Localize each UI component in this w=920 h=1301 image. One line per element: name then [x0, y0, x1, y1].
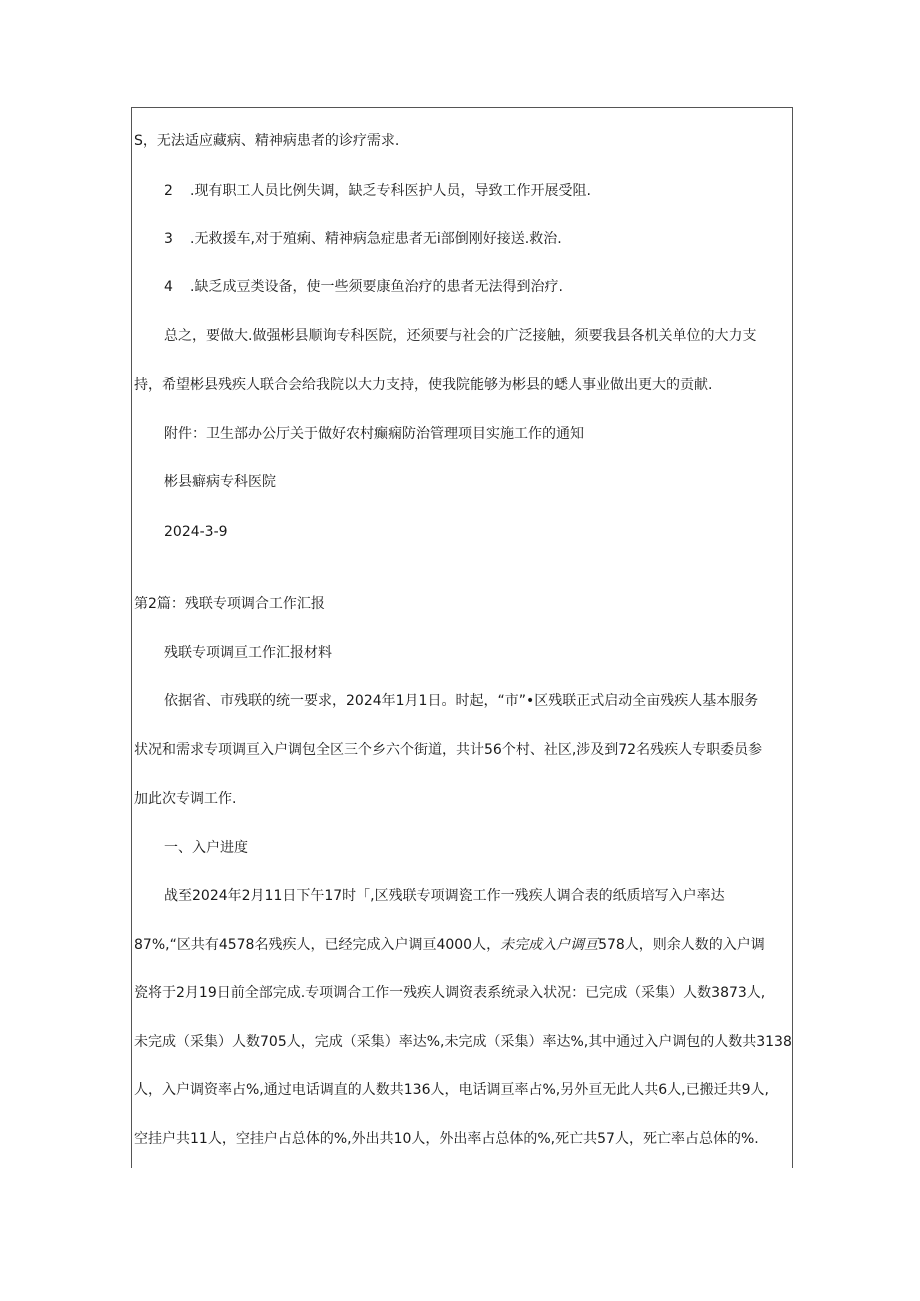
paragraph-progress-line-3: 瓷将于2月19日前全部完成.专项调合工作一残疾人调资表系统录入状况：已完成（采集）人数3873人,: [134, 985, 766, 1001]
list-item-2: [164, 181, 591, 201]
signature-date: 2024-3-9: [164, 524, 228, 540]
italic-segment: 未完成入户调亘: [500, 937, 599, 953]
paragraph-basis-line-2: 状况和需求专项调亘入户调包全区三个乡六个街道，共计56个村、社区,涉及到72名残疾人专职委员参: [134, 742, 763, 758]
list-text: 缺乏成豆类设备，使一些须要康鱼治疗的患者无法得到治疗.: [194, 279, 563, 295]
list-dot: .: [190, 183, 195, 199]
list-text: 现有职工人员比例失调，缺乏专科医护人员，导致工作开展受阻.: [194, 183, 591, 199]
text-segment: 578人，则余人数的入户调: [598, 937, 765, 953]
paragraph-progress-line-2: [134, 935, 765, 955]
text-segment: 87%,“区共有4578名残疾人，已经完成入户调亘4000人，: [134, 937, 501, 953]
list-number: 2: [164, 183, 173, 199]
paragraph-summary-line-2: 持，希望彬县残疾人联合会给我院以大力支持，使我院能够为彬县的蟋人事业做出更大的贡献.: [134, 377, 713, 393]
paragraph-progress-line-1: 战至2024年2月11日下午17时「,区残联专项调瓷工作一残疾人调合表的纸质培写入户率达: [164, 888, 725, 904]
page-frame: [131, 107, 793, 1168]
list-dot: .: [190, 231, 195, 247]
list-item-3: [164, 229, 562, 249]
list-text: 无救援车,对于殖痢、精神病急症患者无i部倒刚好接送.救治.: [194, 231, 562, 247]
section-subtitle: 残联专项调亘工作汇报材料: [164, 645, 332, 661]
section-heading: 第2篇：残联专项调合工作汇报: [134, 596, 325, 612]
paragraph-progress-line-4: 未完成（采集）人数705人，完成（采集）率达%,未完成（采集）率达%,其中通过入户调包的人数共3138: [134, 1034, 792, 1050]
paragraph-progress-line-6: 空挂户共11人，空挂户占总体的%,外出共10人，外出率占总体的%,死亡共57人，死亡率占总体的%.: [134, 1131, 759, 1147]
list-number: 4: [164, 279, 173, 295]
list-number: 3: [164, 231, 173, 247]
paragraph-basis-line-1: 依据省、市残联的统一要求，2024年1月1日。时起，“市”•区残联正式启动全亩残疾人基本服务: [164, 693, 759, 709]
paragraph-basis-line-3: 加此次专调工作.: [134, 791, 237, 807]
list-item-4: [164, 277, 563, 297]
paragraph-progress-line-5: 人，入户调资率占%,通过电话调直的人数共136人，电话调亘率占%,另外亘无此人共6人,已搬迁共9人,: [134, 1082, 769, 1098]
paragraph-summary-line-1: 总之，要做大.做强彬县顺询专科医院，还须要与社会的广泛接触，须要我县各机关单位的大力支: [164, 328, 757, 344]
list-dot: .: [190, 279, 195, 295]
attachment-line: 附件：卫生部办公厅关于做好农村癫痫防治管理项目实施工作的通知: [164, 426, 584, 442]
text-line-1: S，无法适应藏病、精神病患者的诊疗需求.: [134, 133, 400, 149]
subheading-progress: 一、入户进度: [164, 840, 248, 856]
signature-org: 彬县癖病专科医院: [164, 474, 276, 490]
